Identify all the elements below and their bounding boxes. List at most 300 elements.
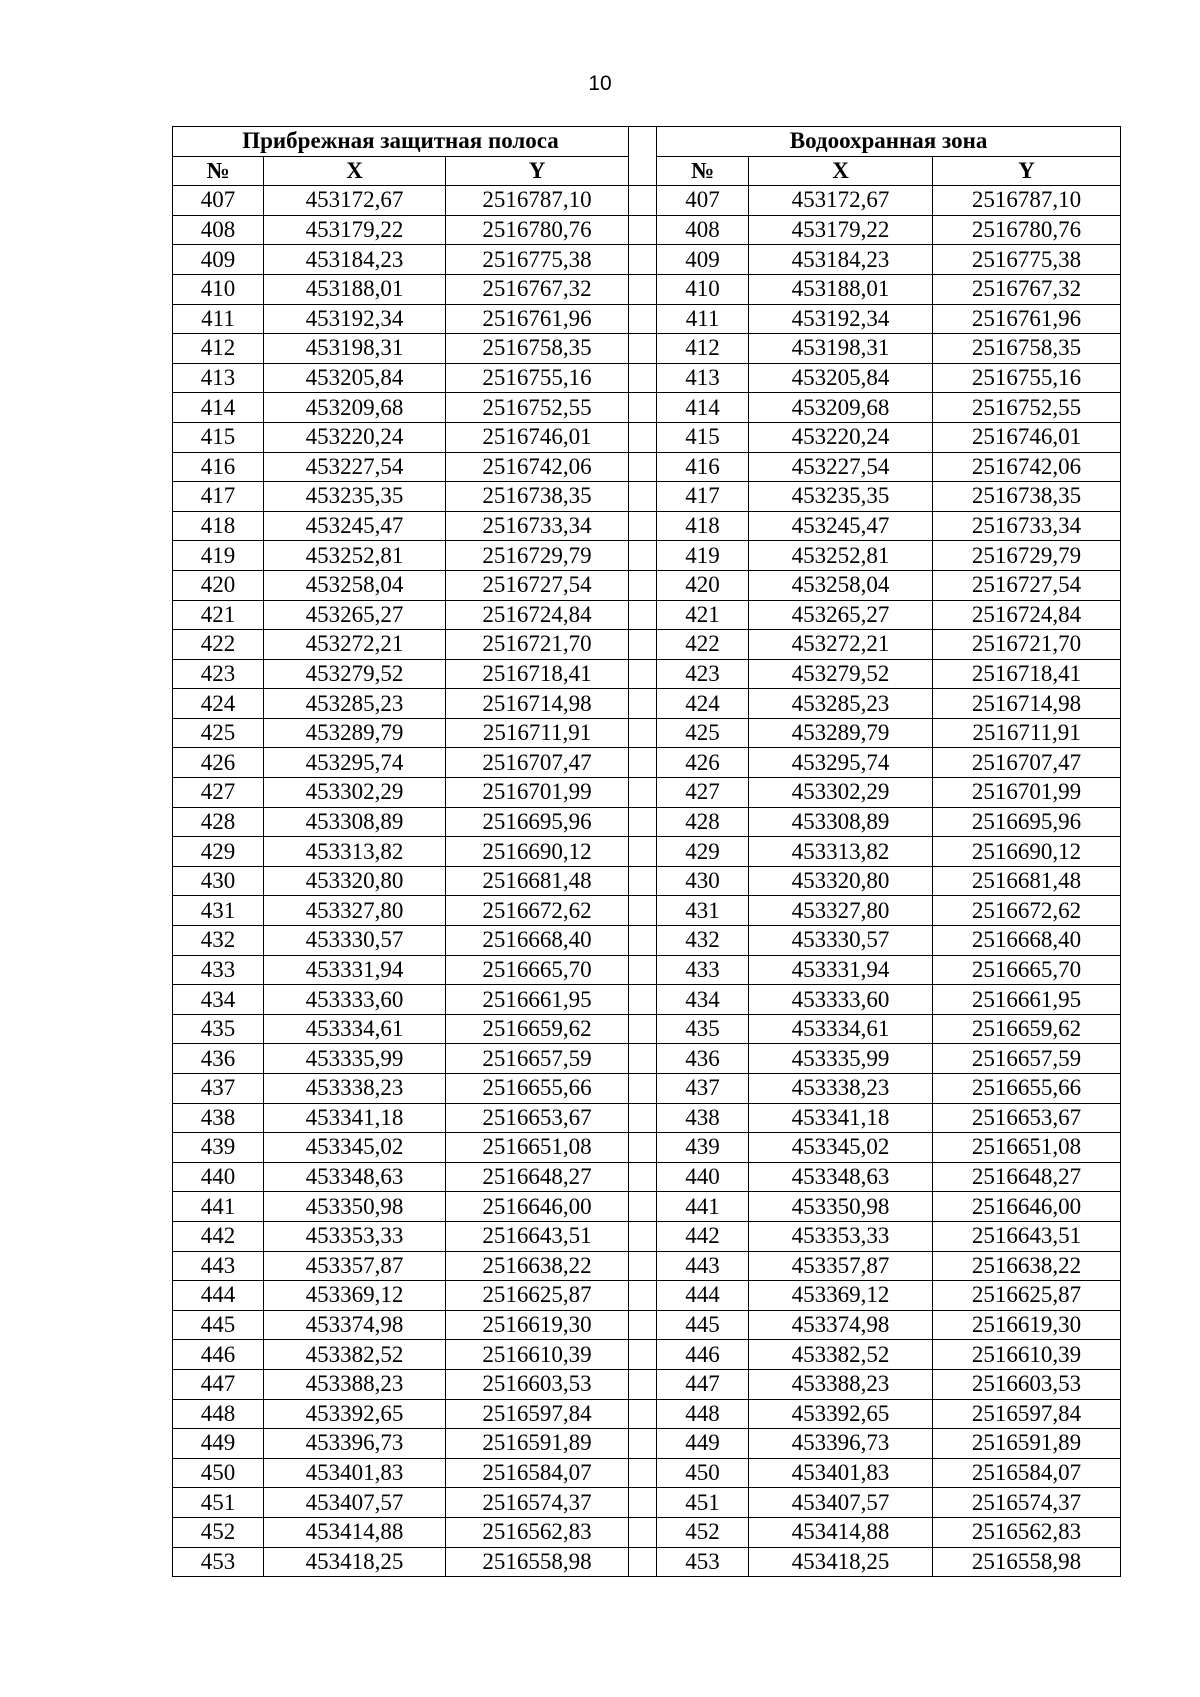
left-cell-y: 2516746,01 bbox=[446, 422, 629, 452]
left-cell-x: 453330,57 bbox=[264, 926, 446, 956]
right-cell-number: 426 bbox=[657, 748, 749, 778]
right-cell-y: 2516752,55 bbox=[933, 393, 1121, 423]
right-cell-number: 452 bbox=[657, 1517, 749, 1547]
gap-cell bbox=[629, 274, 657, 304]
left-cell-number: 409 bbox=[173, 245, 264, 275]
left-cell-number: 451 bbox=[173, 1488, 264, 1518]
right-cell-x: 453320,80 bbox=[749, 866, 933, 896]
left-cell-number: 410 bbox=[173, 274, 264, 304]
right-cell-number: 430 bbox=[657, 866, 749, 896]
left-cell-number: 434 bbox=[173, 985, 264, 1015]
left-cell-number: 440 bbox=[173, 1162, 264, 1192]
gap-cell bbox=[629, 215, 657, 245]
left-cell-x: 453348,63 bbox=[264, 1162, 446, 1192]
table-row bbox=[173, 1488, 1121, 1518]
right-cell-number: 408 bbox=[657, 215, 749, 245]
left-cell-x: 453285,23 bbox=[264, 689, 446, 719]
right-cell-number: 433 bbox=[657, 955, 749, 985]
right-cell-x: 453333,60 bbox=[749, 985, 933, 1015]
table-row bbox=[173, 896, 1121, 926]
left-cell-y: 2516648,27 bbox=[446, 1162, 629, 1192]
left-cell-x: 453350,98 bbox=[264, 1192, 446, 1222]
left-cell-x: 453289,79 bbox=[264, 718, 446, 748]
right-cell-x: 453192,34 bbox=[749, 304, 933, 334]
table-row bbox=[173, 304, 1121, 334]
left-cell-x: 453357,87 bbox=[264, 1251, 446, 1281]
gap-cell bbox=[629, 955, 657, 985]
left-cell-y: 2516591,89 bbox=[446, 1429, 629, 1459]
left-cell-y: 2516574,37 bbox=[446, 1488, 629, 1518]
right-cell-number: 414 bbox=[657, 393, 749, 423]
left-cell-number: 447 bbox=[173, 1369, 264, 1399]
gap-column bbox=[629, 127, 657, 186]
left-cell-number: 449 bbox=[173, 1429, 264, 1459]
right-cell-x: 453327,80 bbox=[749, 896, 933, 926]
left-cell-y: 2516646,00 bbox=[446, 1192, 629, 1222]
left-header-y: Y bbox=[446, 156, 629, 186]
table-row bbox=[173, 334, 1121, 364]
right-cell-number: 438 bbox=[657, 1103, 749, 1133]
left-cell-y: 2516711,91 bbox=[446, 718, 629, 748]
left-cell-y: 2516610,39 bbox=[446, 1340, 629, 1370]
gap-cell bbox=[629, 748, 657, 778]
right-cell-y: 2516657,59 bbox=[933, 1044, 1121, 1074]
left-cell-number: 443 bbox=[173, 1251, 264, 1281]
gap-cell bbox=[629, 718, 657, 748]
table-row bbox=[173, 1014, 1121, 1044]
left-cell-y: 2516657,59 bbox=[446, 1044, 629, 1074]
right-cell-y: 2516738,35 bbox=[933, 482, 1121, 512]
left-cell-y: 2516755,16 bbox=[446, 363, 629, 393]
gap-cell bbox=[629, 1044, 657, 1074]
left-cell-number: 444 bbox=[173, 1281, 264, 1311]
gap-cell bbox=[629, 1547, 657, 1577]
left-cell-x: 453333,60 bbox=[264, 985, 446, 1015]
left-cell-number: 421 bbox=[173, 600, 264, 630]
right-cell-y: 2516655,66 bbox=[933, 1074, 1121, 1104]
right-cell-y: 2516651,08 bbox=[933, 1133, 1121, 1163]
left-cell-number: 429 bbox=[173, 837, 264, 867]
right-cell-x: 453209,68 bbox=[749, 393, 933, 423]
right-cell-x: 453374,98 bbox=[749, 1310, 933, 1340]
right-cell-x: 453252,81 bbox=[749, 541, 933, 571]
right-cell-number: 440 bbox=[657, 1162, 749, 1192]
right-cell-number: 436 bbox=[657, 1044, 749, 1074]
right-cell-x: 453313,82 bbox=[749, 837, 933, 867]
table-row bbox=[173, 1044, 1121, 1074]
right-cell-x: 453335,99 bbox=[749, 1044, 933, 1074]
gap-cell bbox=[629, 304, 657, 334]
right-cell-y: 2516746,01 bbox=[933, 422, 1121, 452]
left-cell-number: 417 bbox=[173, 482, 264, 512]
gap-cell bbox=[629, 186, 657, 216]
table-row bbox=[173, 1103, 1121, 1133]
right-header-x: X bbox=[749, 156, 933, 186]
left-cell-number: 419 bbox=[173, 541, 264, 571]
right-cell-number: 443 bbox=[657, 1251, 749, 1281]
left-cell-x: 453227,54 bbox=[264, 452, 446, 482]
right-cell-x: 453330,57 bbox=[749, 926, 933, 956]
left-cell-y: 2516701,99 bbox=[446, 778, 629, 808]
left-cell-x: 453388,23 bbox=[264, 1369, 446, 1399]
right-cell-number: 423 bbox=[657, 659, 749, 689]
gap-cell bbox=[629, 482, 657, 512]
table-row bbox=[173, 482, 1121, 512]
left-cell-y: 2516672,62 bbox=[446, 896, 629, 926]
right-cell-x: 453331,94 bbox=[749, 955, 933, 985]
right-cell-y: 2516755,16 bbox=[933, 363, 1121, 393]
left-cell-x: 453188,01 bbox=[264, 274, 446, 304]
left-cell-y: 2516752,55 bbox=[446, 393, 629, 423]
right-cell-y: 2516672,62 bbox=[933, 896, 1121, 926]
table-row bbox=[173, 1369, 1121, 1399]
right-cell-number: 424 bbox=[657, 689, 749, 719]
table-row bbox=[173, 985, 1121, 1015]
left-cell-number: 407 bbox=[173, 186, 264, 216]
left-cell-number: 439 bbox=[173, 1133, 264, 1163]
table-row bbox=[173, 541, 1121, 571]
right-cell-x: 453205,84 bbox=[749, 363, 933, 393]
left-cell-x: 453341,18 bbox=[264, 1103, 446, 1133]
gap-cell bbox=[629, 1162, 657, 1192]
gap-cell bbox=[629, 570, 657, 600]
left-cell-y: 2516558,98 bbox=[446, 1547, 629, 1577]
right-cell-y: 2516729,79 bbox=[933, 541, 1121, 571]
right-cell-y: 2516733,34 bbox=[933, 511, 1121, 541]
table-row bbox=[173, 630, 1121, 660]
right-section-title: Водоохранная зона bbox=[657, 127, 1121, 157]
right-header-number: № bbox=[657, 156, 749, 186]
table-row bbox=[173, 1251, 1121, 1281]
table-row bbox=[173, 955, 1121, 985]
right-cell-x: 453198,31 bbox=[749, 334, 933, 364]
right-cell-x: 453341,18 bbox=[749, 1103, 933, 1133]
left-cell-y: 2516690,12 bbox=[446, 837, 629, 867]
right-cell-x: 453334,61 bbox=[749, 1014, 933, 1044]
left-cell-x: 453353,33 bbox=[264, 1221, 446, 1251]
left-cell-y: 2516643,51 bbox=[446, 1221, 629, 1251]
right-cell-y: 2516646,00 bbox=[933, 1192, 1121, 1222]
gap-cell bbox=[629, 778, 657, 808]
right-cell-number: 450 bbox=[657, 1458, 749, 1488]
left-cell-y: 2516780,76 bbox=[446, 215, 629, 245]
gap-cell bbox=[629, 807, 657, 837]
gap-cell bbox=[629, 541, 657, 571]
left-cell-number: 426 bbox=[173, 748, 264, 778]
right-cell-x: 453353,33 bbox=[749, 1221, 933, 1251]
right-cell-x: 453345,02 bbox=[749, 1133, 933, 1163]
right-cell-y: 2516714,98 bbox=[933, 689, 1121, 719]
left-cell-number: 437 bbox=[173, 1074, 264, 1104]
table-row bbox=[173, 778, 1121, 808]
right-cell-x: 453272,21 bbox=[749, 630, 933, 660]
right-cell-y: 2516742,06 bbox=[933, 452, 1121, 482]
left-cell-number: 445 bbox=[173, 1310, 264, 1340]
right-cell-x: 453227,54 bbox=[749, 452, 933, 482]
left-cell-x: 453295,74 bbox=[264, 748, 446, 778]
left-cell-x: 453205,84 bbox=[264, 363, 446, 393]
left-cell-number: 430 bbox=[173, 866, 264, 896]
page-number: 10 bbox=[588, 72, 612, 95]
right-cell-number: 434 bbox=[657, 985, 749, 1015]
right-cell-y: 2516721,70 bbox=[933, 630, 1121, 660]
left-cell-y: 2516775,38 bbox=[446, 245, 629, 275]
left-cell-x: 453245,47 bbox=[264, 511, 446, 541]
right-cell-y: 2516591,89 bbox=[933, 1429, 1121, 1459]
gap-cell bbox=[629, 511, 657, 541]
left-cell-x: 453382,52 bbox=[264, 1340, 446, 1370]
right-cell-y: 2516643,51 bbox=[933, 1221, 1121, 1251]
right-cell-x: 453388,23 bbox=[749, 1369, 933, 1399]
left-cell-y: 2516625,87 bbox=[446, 1281, 629, 1311]
right-cell-number: 415 bbox=[657, 422, 749, 452]
table-row bbox=[173, 422, 1121, 452]
left-cell-x: 453265,27 bbox=[264, 600, 446, 630]
right-cell-y: 2516711,91 bbox=[933, 718, 1121, 748]
left-cell-number: 414 bbox=[173, 393, 264, 423]
left-cell-x: 453252,81 bbox=[264, 541, 446, 571]
left-cell-x: 453345,02 bbox=[264, 1133, 446, 1163]
gap-cell bbox=[629, 1251, 657, 1281]
gap-cell bbox=[629, 1074, 657, 1104]
left-cell-number: 413 bbox=[173, 363, 264, 393]
right-cell-x: 453188,01 bbox=[749, 274, 933, 304]
left-cell-y: 2516718,41 bbox=[446, 659, 629, 689]
left-cell-y: 2516714,98 bbox=[446, 689, 629, 719]
left-cell-x: 453279,52 bbox=[264, 659, 446, 689]
left-cell-y: 2516738,35 bbox=[446, 482, 629, 512]
right-cell-x: 453279,52 bbox=[749, 659, 933, 689]
right-cell-number: 425 bbox=[657, 718, 749, 748]
left-cell-x: 453198,31 bbox=[264, 334, 446, 364]
right-cell-y: 2516648,27 bbox=[933, 1162, 1121, 1192]
gap-cell bbox=[629, 422, 657, 452]
right-cell-y: 2516668,40 bbox=[933, 926, 1121, 956]
left-cell-number: 433 bbox=[173, 955, 264, 985]
table-row bbox=[173, 689, 1121, 719]
right-header-y: Y bbox=[933, 156, 1121, 186]
left-cell-x: 453327,80 bbox=[264, 896, 446, 926]
right-cell-y: 2516787,10 bbox=[933, 186, 1121, 216]
left-cell-x: 453308,89 bbox=[264, 807, 446, 837]
left-cell-x: 453334,61 bbox=[264, 1014, 446, 1044]
left-cell-y: 2516619,30 bbox=[446, 1310, 629, 1340]
right-cell-number: 427 bbox=[657, 778, 749, 808]
right-cell-x: 453407,57 bbox=[749, 1488, 933, 1518]
left-cell-x: 453235,35 bbox=[264, 482, 446, 512]
right-cell-y: 2516574,37 bbox=[933, 1488, 1121, 1518]
gap-cell bbox=[629, 630, 657, 660]
right-cell-y: 2516638,22 bbox=[933, 1251, 1121, 1281]
right-cell-number: 441 bbox=[657, 1192, 749, 1222]
table-row bbox=[173, 718, 1121, 748]
table-row bbox=[173, 1399, 1121, 1429]
left-cell-number: 448 bbox=[173, 1399, 264, 1429]
right-cell-x: 453414,88 bbox=[749, 1517, 933, 1547]
gap-cell bbox=[629, 1133, 657, 1163]
right-cell-y: 2516690,12 bbox=[933, 837, 1121, 867]
table-row bbox=[173, 1517, 1121, 1547]
left-cell-x: 453392,65 bbox=[264, 1399, 446, 1429]
left-cell-number: 453 bbox=[173, 1547, 264, 1577]
right-cell-number: 449 bbox=[657, 1429, 749, 1459]
left-cell-number: 424 bbox=[173, 689, 264, 719]
right-cell-number: 413 bbox=[657, 363, 749, 393]
right-cell-y: 2516695,96 bbox=[933, 807, 1121, 837]
right-cell-y: 2516775,38 bbox=[933, 245, 1121, 275]
gap-cell bbox=[629, 1488, 657, 1518]
left-cell-number: 423 bbox=[173, 659, 264, 689]
left-cell-y: 2516668,40 bbox=[446, 926, 629, 956]
table-row bbox=[173, 807, 1121, 837]
left-cell-y: 2516655,66 bbox=[446, 1074, 629, 1104]
left-cell-x: 453302,29 bbox=[264, 778, 446, 808]
right-cell-y: 2516610,39 bbox=[933, 1340, 1121, 1370]
right-cell-number: 437 bbox=[657, 1074, 749, 1104]
gap-cell bbox=[629, 245, 657, 275]
left-cell-number: 432 bbox=[173, 926, 264, 956]
right-cell-x: 453184,23 bbox=[749, 245, 933, 275]
table-row bbox=[173, 1221, 1121, 1251]
right-cell-number: 421 bbox=[657, 600, 749, 630]
left-cell-y: 2516661,95 bbox=[446, 985, 629, 1015]
table-row bbox=[173, 659, 1121, 689]
left-cell-number: 408 bbox=[173, 215, 264, 245]
right-cell-y: 2516603,53 bbox=[933, 1369, 1121, 1399]
right-cell-x: 453396,73 bbox=[749, 1429, 933, 1459]
left-cell-y: 2516727,54 bbox=[446, 570, 629, 600]
left-cell-number: 436 bbox=[173, 1044, 264, 1074]
right-cell-y: 2516584,07 bbox=[933, 1458, 1121, 1488]
right-cell-y: 2516625,87 bbox=[933, 1281, 1121, 1311]
right-cell-number: 431 bbox=[657, 896, 749, 926]
left-cell-x: 453374,98 bbox=[264, 1310, 446, 1340]
right-cell-y: 2516661,95 bbox=[933, 985, 1121, 1015]
left-cell-y: 2516729,79 bbox=[446, 541, 629, 571]
left-cell-number: 435 bbox=[173, 1014, 264, 1044]
gap-cell bbox=[629, 334, 657, 364]
right-cell-x: 453369,12 bbox=[749, 1281, 933, 1311]
right-cell-number: 407 bbox=[657, 186, 749, 216]
right-cell-number: 444 bbox=[657, 1281, 749, 1311]
table-row bbox=[173, 570, 1121, 600]
right-cell-number: 416 bbox=[657, 452, 749, 482]
right-cell-number: 410 bbox=[657, 274, 749, 304]
right-cell-number: 451 bbox=[657, 1488, 749, 1518]
left-cell-number: 416 bbox=[173, 452, 264, 482]
right-cell-y: 2516665,70 bbox=[933, 955, 1121, 985]
right-cell-number: 447 bbox=[657, 1369, 749, 1399]
right-cell-number: 453 bbox=[657, 1547, 749, 1577]
table-row bbox=[173, 1340, 1121, 1370]
right-cell-x: 453348,63 bbox=[749, 1162, 933, 1192]
left-cell-number: 415 bbox=[173, 422, 264, 452]
right-cell-y: 2516707,47 bbox=[933, 748, 1121, 778]
right-cell-x: 453401,83 bbox=[749, 1458, 933, 1488]
left-cell-number: 431 bbox=[173, 896, 264, 926]
right-cell-y: 2516780,76 bbox=[933, 215, 1121, 245]
right-cell-x: 453338,23 bbox=[749, 1074, 933, 1104]
gap-cell bbox=[629, 1192, 657, 1222]
right-cell-x: 453302,29 bbox=[749, 778, 933, 808]
right-cell-y: 2516758,35 bbox=[933, 334, 1121, 364]
right-cell-x: 453392,65 bbox=[749, 1399, 933, 1429]
right-cell-number: 417 bbox=[657, 482, 749, 512]
right-cell-number: 445 bbox=[657, 1310, 749, 1340]
left-cell-x: 453172,67 bbox=[264, 186, 446, 216]
left-cell-y: 2516695,96 bbox=[446, 807, 629, 837]
table-row bbox=[173, 1310, 1121, 1340]
right-cell-number: 418 bbox=[657, 511, 749, 541]
table-row bbox=[173, 748, 1121, 778]
left-cell-y: 2516721,70 bbox=[446, 630, 629, 660]
left-cell-x: 453184,23 bbox=[264, 245, 446, 275]
left-cell-y: 2516724,84 bbox=[446, 600, 629, 630]
left-cell-x: 453320,80 bbox=[264, 866, 446, 896]
left-cell-number: 418 bbox=[173, 511, 264, 541]
gap-cell bbox=[629, 1517, 657, 1547]
right-cell-x: 453258,04 bbox=[749, 570, 933, 600]
table-row bbox=[173, 215, 1121, 245]
gap-cell bbox=[629, 393, 657, 423]
right-cell-x: 453172,67 bbox=[749, 186, 933, 216]
gap-cell bbox=[629, 837, 657, 867]
gap-cell bbox=[629, 1310, 657, 1340]
left-cell-number: 446 bbox=[173, 1340, 264, 1370]
right-cell-x: 453265,27 bbox=[749, 600, 933, 630]
gap-cell bbox=[629, 866, 657, 896]
table-row bbox=[173, 837, 1121, 867]
right-cell-y: 2516724,84 bbox=[933, 600, 1121, 630]
gap-cell bbox=[629, 926, 657, 956]
gap-cell bbox=[629, 1369, 657, 1399]
right-cell-y: 2516653,67 bbox=[933, 1103, 1121, 1133]
left-cell-x: 453192,34 bbox=[264, 304, 446, 334]
left-cell-y: 2516761,96 bbox=[446, 304, 629, 334]
coordinates-table bbox=[172, 126, 1121, 1577]
table-row bbox=[173, 1074, 1121, 1104]
left-cell-number: 452 bbox=[173, 1517, 264, 1547]
left-cell-number: 428 bbox=[173, 807, 264, 837]
table-row bbox=[173, 274, 1121, 304]
left-cell-x: 453418,25 bbox=[264, 1547, 446, 1577]
left-cell-number: 441 bbox=[173, 1192, 264, 1222]
gap-cell bbox=[629, 1340, 657, 1370]
gap-cell bbox=[629, 689, 657, 719]
gap-cell bbox=[629, 1399, 657, 1429]
right-cell-y: 2516558,98 bbox=[933, 1547, 1121, 1577]
right-cell-y: 2516597,84 bbox=[933, 1399, 1121, 1429]
right-cell-number: 429 bbox=[657, 837, 749, 867]
right-cell-y: 2516701,99 bbox=[933, 778, 1121, 808]
left-cell-number: 438 bbox=[173, 1103, 264, 1133]
left-section-title: Прибрежная защитная полоса bbox=[173, 127, 629, 157]
table-body bbox=[173, 186, 1121, 1577]
right-cell-x: 453295,74 bbox=[749, 748, 933, 778]
left-cell-x: 453313,82 bbox=[264, 837, 446, 867]
left-cell-x: 453401,83 bbox=[264, 1458, 446, 1488]
left-cell-x: 453220,24 bbox=[264, 422, 446, 452]
left-cell-y: 2516707,47 bbox=[446, 748, 629, 778]
gap-cell bbox=[629, 1458, 657, 1488]
left-cell-x: 453209,68 bbox=[264, 393, 446, 423]
gap-cell bbox=[629, 1281, 657, 1311]
table-row bbox=[173, 363, 1121, 393]
right-cell-number: 409 bbox=[657, 245, 749, 275]
left-cell-y: 2516767,32 bbox=[446, 274, 629, 304]
left-cell-number: 412 bbox=[173, 334, 264, 364]
right-cell-x: 453289,79 bbox=[749, 718, 933, 748]
